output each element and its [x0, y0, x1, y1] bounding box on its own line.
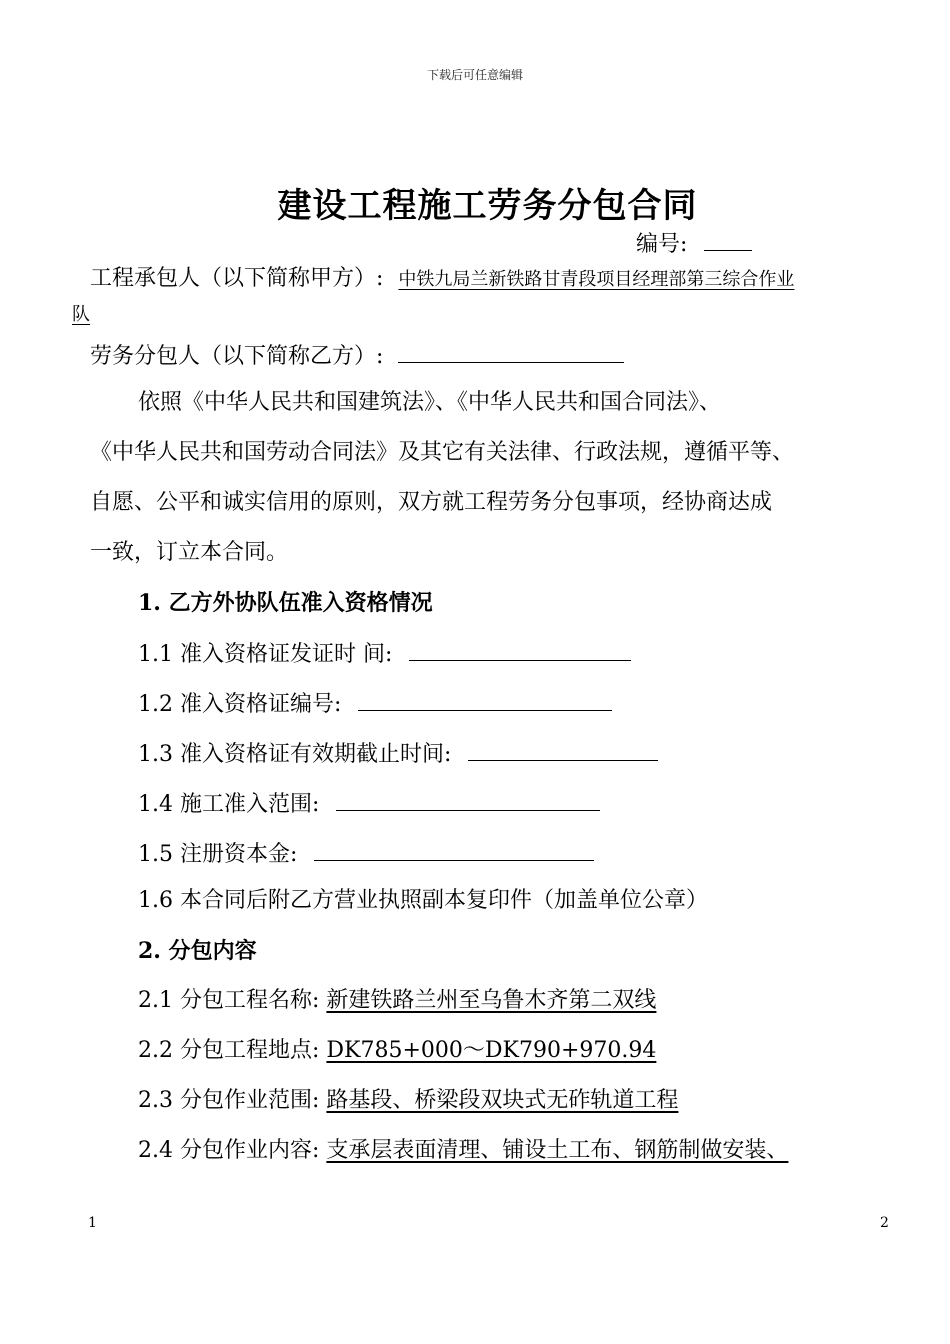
party-a-label: 工程承包人（以下简称甲方）: — [90, 266, 384, 291]
section-1-heading: 1. 乙方外协队伍准入资格情况 — [138, 590, 433, 616]
contract-number-row — [636, 228, 752, 260]
preamble-line: 自愿、公平和诚实信用的原则，双方就工程劳务分包事项，经协商达成 — [90, 490, 773, 515]
qualification-item-label: 1.4 施工准入范围: — [138, 792, 320, 817]
qualification-item-blank — [358, 688, 612, 711]
party-a-value: 中铁九局兰新铁路甘青段项目经理部第三综合作业 — [398, 269, 795, 290]
header-note: 下载后可任意编辑 — [426, 68, 523, 82]
subcontract-item-label: 2.4 分包作业内容: — [138, 1138, 320, 1163]
party-b-label: 劳务分包人（以下简称乙方）: — [90, 344, 384, 369]
qualification-item — [138, 788, 600, 820]
subcontract-item-value: 路基段、桥梁段双块式无砟轨道工程 — [326, 1088, 679, 1113]
subcontract-item-label: 2.3 分包作业范围: — [138, 1088, 320, 1113]
qualification-item-label: 1.2 准入资格证编号: — [138, 692, 342, 717]
preamble-line: 《中华人民共和国劳动合同法》及其它有关法律、行政法规，遵循平等、 — [90, 440, 795, 465]
contract-number-blank — [704, 228, 752, 251]
preamble-line: 一致，订立本合同。 — [90, 540, 289, 565]
qualification-item-label: 1.3 准入资格证有效期截止时间: — [138, 742, 452, 767]
party-b-row — [90, 340, 624, 372]
party-a-value-cont: 队 — [72, 304, 90, 325]
subcontract-item-value: 支承层表面清理、铺设土工布、钢筋制做安装、 — [326, 1138, 789, 1163]
contract-number-label: 编号: — [636, 232, 688, 257]
subcontract-item-label: 2.1 分包工程名称: — [138, 988, 320, 1013]
page-number-right: 2 — [880, 1215, 889, 1231]
document-title: 建设工程施工劳务分包合同 — [277, 186, 698, 226]
subcontract-item-value: 新建铁路兰州至乌鲁木齐第二双线 — [326, 988, 657, 1013]
subcontract-item — [138, 1036, 656, 1066]
qualification-item-blank — [336, 788, 600, 811]
page-number-left: 1 — [88, 1215, 97, 1231]
subcontract-item — [138, 1136, 788, 1166]
qualification-item — [138, 638, 631, 670]
qualification-item-blank — [409, 638, 631, 661]
qualification-item-label: 1.1 准入资格证发证时 间: — [138, 642, 393, 667]
subcontract-item — [138, 1086, 678, 1116]
party-a-row — [90, 264, 794, 295]
subcontract-item-label: 2.2 分包工程地点: — [138, 1038, 320, 1063]
preamble-line: 依照《中华人民共和国建筑法》、《中华人民共和国合同法》、 — [138, 390, 722, 415]
section-2-heading: 2. 分包内容 — [138, 938, 257, 964]
qualification-item — [138, 838, 594, 870]
qualification-item: 1.6 本合同后附乙方营业执照副本复印件（加盖单位公章） — [138, 888, 708, 913]
subcontract-item — [138, 986, 656, 1016]
qualification-item-label: 1.5 注册资本金: — [138, 842, 298, 867]
qualification-item-blank — [468, 738, 658, 761]
qualification-item-blank — [314, 838, 594, 861]
party-b-blank — [398, 340, 624, 363]
qualification-item — [138, 688, 612, 720]
qualification-item — [138, 738, 658, 770]
subcontract-item-value: DK785+000～DK790+970.94 — [326, 1038, 657, 1063]
